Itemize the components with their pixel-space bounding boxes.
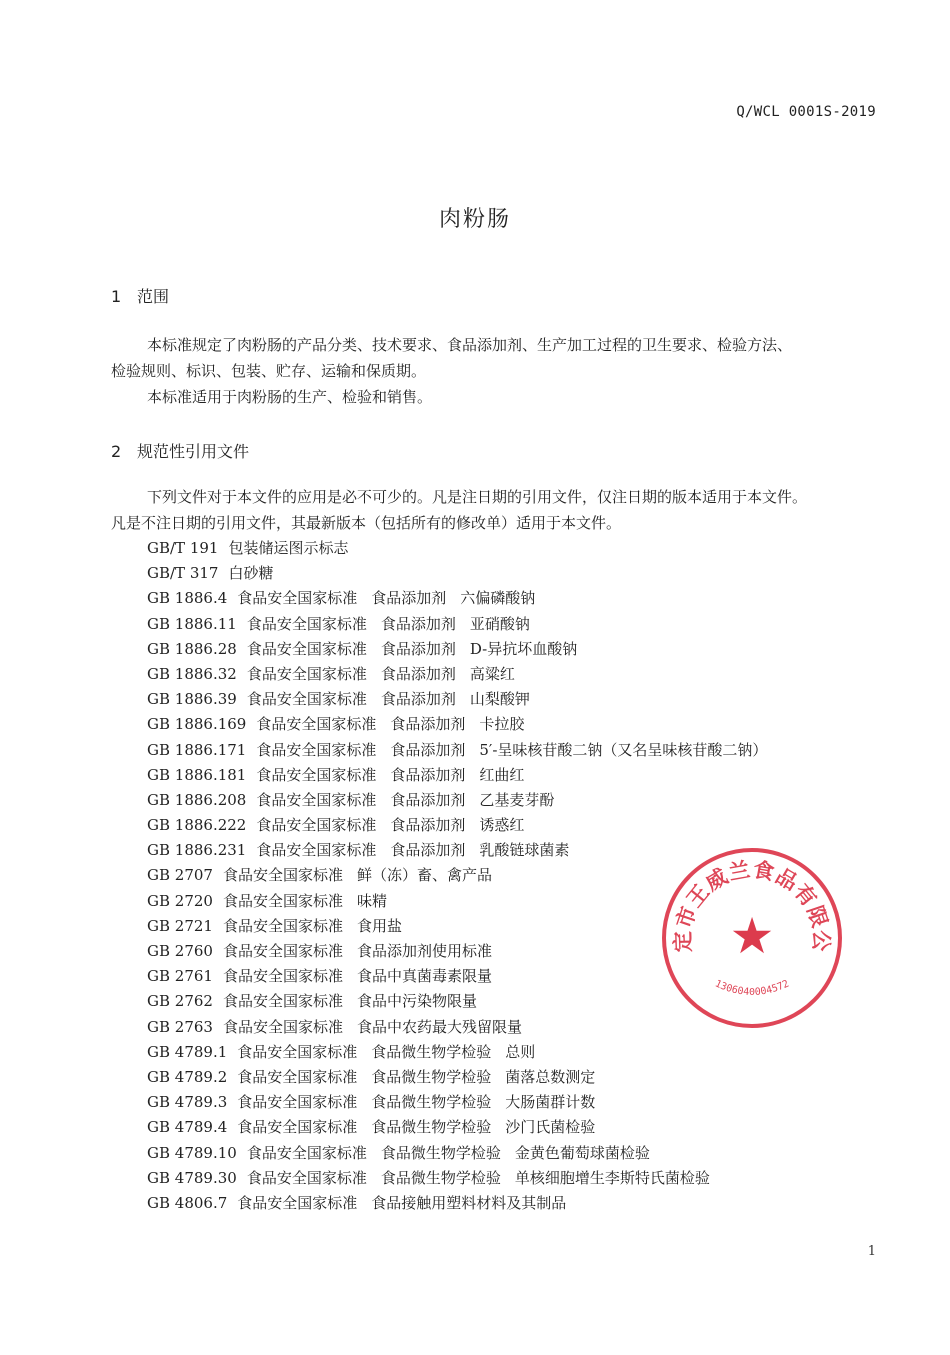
seal-graphic (657, 843, 847, 1033)
reference-code: GB 4789.10 (147, 1143, 237, 1162)
reference-title-part: 食品安全国家标准 (246, 639, 367, 658)
section-1-number: 1 (111, 287, 122, 306)
section-1-paragraph-1 (111, 332, 881, 384)
reference-title-part: 亚硝酸钠 (469, 614, 530, 633)
reference-title-part: 食品安全国家标准 (246, 1168, 367, 1187)
reference-title-part: 食品安全国家标准 (222, 967, 343, 986)
reference-title-part: 食品安全国家标准 (256, 790, 377, 809)
reference-title-part: 食品接触用塑料材料及其制品 (371, 1193, 567, 1212)
reference-title-part: 食品安全国家标准 (246, 1143, 367, 1162)
reference-title-part: 食品添加剂 (380, 639, 456, 658)
reference-code: GB 2720 (147, 891, 213, 910)
reference-title-part: 山梨酸钾 (469, 690, 530, 709)
section-1-paragraph-2 (111, 384, 881, 410)
section-2-number: 2 (111, 442, 122, 461)
reference-title-part: 包装储运图示标志 (228, 539, 349, 557)
reference-title-part: 食品安全国家标准 (256, 740, 377, 759)
reference-title-part: 食品安全国家标准 (222, 1017, 343, 1036)
doc-title: 肉粉肠 (438, 207, 511, 232)
reference-code: GB 4789.3 (147, 1093, 228, 1112)
reference-code: GB 1886.171 (147, 740, 247, 759)
reference-title-part: 味精 (356, 891, 387, 910)
reference-title-part: 食品安全国家标准 (246, 664, 367, 683)
reference-title-part: 食品微生物学检验 (371, 1093, 492, 1112)
reference-code: GB 1886.39 (147, 690, 237, 709)
reference-title-part: 食品安全国家标准 (237, 1193, 358, 1212)
reference-title-part: 乙基麦芽酚 (479, 790, 555, 809)
reference-title-part: 5′-呈味核苷酸二钠（又名呈味核苷酸二钠） (479, 740, 768, 759)
reference-title-part: 单核细胞增生李斯特氏菌检验 (514, 1168, 710, 1187)
reference-title-part: 食品中污染物限量 (356, 992, 477, 1011)
reference-item (147, 712, 767, 737)
reference-item (147, 612, 767, 637)
reference-code: GB 2761 (147, 967, 213, 986)
reference-title-part: 乳酸链球菌素 (479, 841, 570, 860)
section-2-intro-line-1: 下列文件对于本文件的应用是必不可少的。凡是注日期的引用文件，仅注日期的版本适用于本文件。 (147, 488, 808, 506)
reference-item (147, 788, 767, 813)
reference-item (147, 586, 767, 611)
seal-ring-text: 定市王威兰食品有限公 (670, 857, 834, 953)
reference-title-part: 食品微生物学检验 (380, 1168, 501, 1187)
reference-item (147, 1141, 767, 1166)
reference-title-part: 食品安全国家标准 (237, 1118, 358, 1137)
reference-title-part: 食品添加剂 (371, 589, 447, 608)
reference-code: GB 2707 (147, 866, 213, 885)
reference-title-part: 食用盐 (356, 916, 402, 935)
doc-code: Q/WCL 0001S-2019 (736, 104, 876, 120)
reference-title-part: 卡拉胶 (479, 715, 525, 734)
reference-title-part: 食品安全国家标准 (256, 816, 377, 835)
section-2-intro (111, 484, 881, 536)
reference-code: GB 1886.222 (147, 816, 247, 835)
reference-title-part: 食品微生物学检验 (380, 1143, 501, 1162)
reference-code: GB 1886.181 (147, 765, 247, 784)
reference-title-part: 食品安全国家标准 (237, 1093, 358, 1112)
reference-title-part: 食品安全国家标准 (237, 589, 358, 608)
seal-number: 1306040004572 (713, 978, 791, 998)
reference-title-part: 大肠菌群计数 (505, 1093, 596, 1112)
reference-title-part: 食品微生物学检验 (371, 1118, 492, 1137)
reference-title-part: 食品安全国家标准 (222, 891, 343, 910)
reference-item (147, 1166, 767, 1191)
company-seal (657, 843, 847, 1033)
reference-title-part: 食品安全国家标准 (246, 614, 367, 633)
reference-title-part: 食品添加剂 (390, 816, 466, 835)
reference-title-part: 红曲红 (479, 765, 525, 784)
reference-title-part: 食品安全国家标准 (222, 992, 343, 1011)
reference-code: GB 1886.169 (147, 715, 247, 734)
reference-title-part: 鲜（冻）畜、禽产品 (356, 866, 492, 885)
reference-title-part: 食品安全国家标准 (256, 715, 377, 734)
reference-code: GB 1886.28 (147, 639, 237, 658)
reference-code: GB 2763 (147, 1017, 213, 1036)
reference-item (147, 1191, 767, 1216)
reference-title-part: 食品添加剂使用标准 (356, 942, 492, 960)
reference-item (147, 763, 767, 788)
reference-title-part: 食品添加剂 (390, 740, 466, 759)
seal-star-icon: ★ (729, 907, 775, 965)
reference-title-part: 食品中农药最大残留限量 (356, 1017, 522, 1036)
reference-title-part: 食品安全国家标准 (246, 690, 367, 709)
reference-code: GB/T 317 (147, 564, 219, 583)
reference-item (147, 1090, 767, 1115)
reference-code: GB 4789.1 (147, 1042, 228, 1061)
reference-item (147, 738, 767, 763)
reference-title-part: 食品安全国家标准 (256, 841, 377, 860)
section-2-title: 规范性引用文件 (137, 442, 250, 461)
reference-title-part: 白砂糖 (228, 564, 274, 583)
reference-title-part: 食品安全国家标准 (237, 1042, 358, 1061)
section-1-title: 范围 (137, 287, 170, 306)
reference-title-part: 高粱红 (469, 664, 515, 683)
reference-code: GB 1886.208 (147, 790, 247, 809)
reference-code: GB 1886.32 (147, 664, 237, 683)
reference-title-part: 菌落总数测定 (505, 1067, 596, 1086)
reference-code: GB 4806.7 (147, 1193, 228, 1212)
reference-code: GB 2721 (147, 916, 213, 935)
reference-title-part: 食品添加剂 (380, 690, 456, 709)
reference-title-part: 沙门氏菌检验 (505, 1118, 596, 1137)
reference-title-part: 食品安全国家标准 (237, 1067, 358, 1086)
reference-item (147, 1040, 767, 1065)
reference-item (147, 687, 767, 712)
reference-code: GB 1886.4 (147, 589, 228, 608)
page-number: 1 (867, 1244, 876, 1259)
reference-item (147, 536, 767, 561)
reference-code: GB 4789.2 (147, 1067, 228, 1086)
reference-title-part: 食品微生物学检验 (371, 1067, 492, 1086)
reference-title-part: 金黄色葡萄球菌检验 (514, 1143, 650, 1162)
reference-item (147, 637, 767, 662)
section-1-para-1-line-1: 本标准规定了肉粉肠的产品分类、技术要求、食品添加剂、生产加工过程的卫生要求、检验方法、 (147, 336, 793, 354)
reference-title-part: 食品添加剂 (390, 790, 466, 809)
reference-title-part: 食品中真菌毒素限量 (356, 967, 492, 986)
reference-title-part: 总则 (505, 1042, 536, 1061)
reference-title-part: 食品安全国家标准 (222, 866, 343, 885)
section-1-heading (111, 284, 169, 307)
reference-code: GB 2760 (147, 942, 213, 960)
reference-title-part: 食品安全国家标准 (256, 765, 377, 784)
reference-title-part: 食品安全国家标准 (222, 942, 343, 960)
reference-item (147, 662, 767, 687)
reference-code: GB 1886.231 (147, 841, 247, 860)
reference-title-part: D-异抗坏血酸钠 (469, 639, 578, 658)
section-1-para-2-text: 本标准适用于肉粉肠的生产、检验和销售。 (147, 388, 433, 406)
reference-title-part: 食品添加剂 (390, 715, 466, 734)
reference-code: GB 2762 (147, 992, 213, 1011)
reference-title-part: 诱惑红 (479, 816, 525, 835)
section-1-para-1-line-2: 检验规则、标识、包装、贮存、运输和保质期。 (111, 362, 427, 380)
reference-code: GB/T 191 (147, 539, 219, 557)
reference-item (147, 813, 767, 838)
reference-title-part: 食品添加剂 (390, 765, 466, 784)
reference-item (147, 1065, 767, 1090)
reference-title-part: 食品微生物学检验 (371, 1042, 492, 1061)
section-2-heading (111, 439, 249, 462)
reference-code: GB 1886.11 (147, 614, 237, 633)
reference-title-part: 食品添加剂 (380, 664, 456, 683)
reference-title-part: 食品添加剂 (390, 841, 466, 860)
reference-item (147, 1115, 767, 1140)
section-2-intro-line-2: 凡是不注日期的引用文件，其最新版本（包括所有的修改单）适用于本文件。 (111, 514, 622, 532)
reference-title-part: 食品安全国家标准 (222, 916, 343, 935)
reference-title-part: 食品添加剂 (380, 614, 456, 633)
reference-code: GB 4789.4 (147, 1118, 228, 1137)
reference-item (147, 561, 767, 586)
reference-code: GB 4789.30 (147, 1168, 237, 1187)
reference-title-part: 六偏磷酸钠 (460, 589, 536, 608)
